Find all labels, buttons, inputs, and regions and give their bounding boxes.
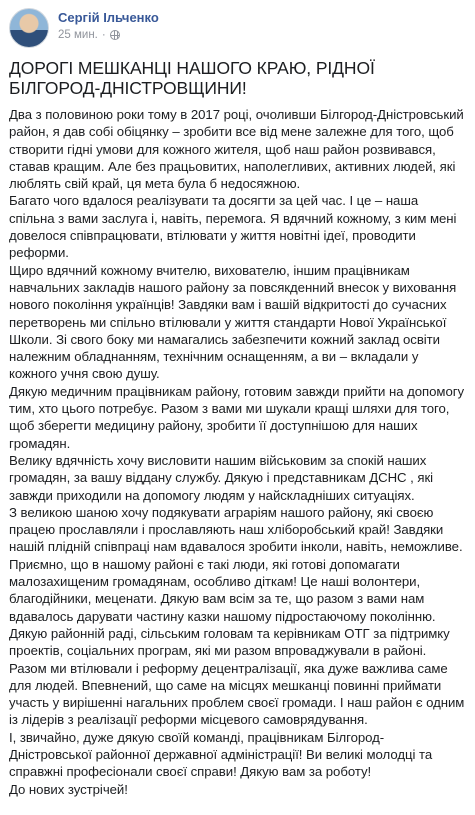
- author-avatar[interactable]: [9, 8, 49, 48]
- post-paragraph: Два з половиною роки тому в 2017 році, очоливши Білгород-Дністровський район, я дав собі обіцянку – зробити все від мене залежне для того, щоб створити гідні умови для кожного жителя, щоб наш район розвивався, ставав кращим. Але без працьовитих, наполегливих, активних людей, які люблять свій край, ця мета була б недосяжною.: [9, 107, 464, 192]
- post-timestamp[interactable]: 25 мин.: [58, 29, 98, 41]
- post-paragraph: Разом ми втілювали і реформу децентралізації, яка дуже важлива саме для людей. Впевнений, що саме на місцях мешканці повинні приймати участь у вирішенні нагальних проблем своєї громади. І наш район є одним із лідерів з реалізації реформи місцевого самоврядування.: [9, 660, 465, 728]
- post-paragraph: І, звичайно, дуже дякую своїй команді, працівникам Білгород-Дністровської районної державної адміністрації! Ви великі молодці та справжні професіонали своєї справи! Дякую вам за роботу!: [9, 729, 433, 780]
- post-paragraph: Щиро вдячний кожному вчителю, вихователю, іншим працівникам навчальних закладів нашого району за повсякденний внесок у виховання нового покоління українців! Завдяки вам і вашій відкритості до сучасних перетворень ми спільно втілювали у життя стандарти Нової Української Школи. Зі свого боку ми намагались забезпечити кожний заклад освіти належним обладнанням, технічним оснащенням, а ви – вкладали у кожного учня свою душу.: [9, 262, 457, 382]
- post-body: [9, 106, 466, 798]
- post-paragraph: З великою шаною хочу подякувати аграріям нашого району, які своєю працею прославляли і прославляють наш хліборобський край! Завдяки нашій плідній співпраці нам вдавалося зробити інколи, навіть, неможливе.: [9, 504, 463, 555]
- post-timestamp-row: [58, 27, 159, 43]
- globe-icon[interactable]: [110, 30, 120, 40]
- post-paragraph: Велику вдячність хочу висловити нашим військовим за спокій наших громадян, за вашу віддану службу. Дякую і представникам ДСНС , які завжди приходили на допомогу людям у найскладніших ситуаціях.: [9, 452, 434, 503]
- post-paragraph: До нових зустрічей!: [9, 781, 128, 797]
- post-paragraph: Дякую медичним працівникам району, готовим завжди прийти на допомогу тим, хто цього потребує. Разом з вами ми шукали кращі шляхи для того, щоб зберегти медицину району, зробити її доступнішою для наших громадян.: [9, 383, 465, 451]
- post-paragraph: Приємно, що в нашому районі є такі люди, які готові допомагати малозахищеним громадянам, особливо діткам! Це наші волонтери, благодійники, меценати. Дякую вам всім за те, що разом з вами нам вдавалось дарувати частину казки нашому підростаючому поколінню.: [9, 556, 436, 624]
- post-header: [9, 8, 466, 52]
- author-name-link[interactable]: Сергій Ільченко: [58, 10, 159, 25]
- post-paragraph: Дякую районній раді, сільським головам та керівникам ОТГ за підтримку проектів, соціальних програм, які ми разом впроваджували в районі.: [9, 625, 450, 659]
- separator-dot: ·: [101, 29, 106, 41]
- post-title: ДОРОГІ МЕШКАНЦІ НАШОГО КРАЮ, РІДНОЇ БІЛГОРОД-ДНІСТРОВЩИНИ!: [9, 58, 375, 98]
- post-meta: [58, 8, 159, 43]
- post-paragraph: Багато чого вдалося реалізувати та досягти за цей час. І це – наша спільна з вами заслуга і, навіть, перемога. Я вдячний кожному, з ким мені довелося співпрацювати, втілювати у життя новітні ідеї, проводити реформи.: [9, 193, 457, 261]
